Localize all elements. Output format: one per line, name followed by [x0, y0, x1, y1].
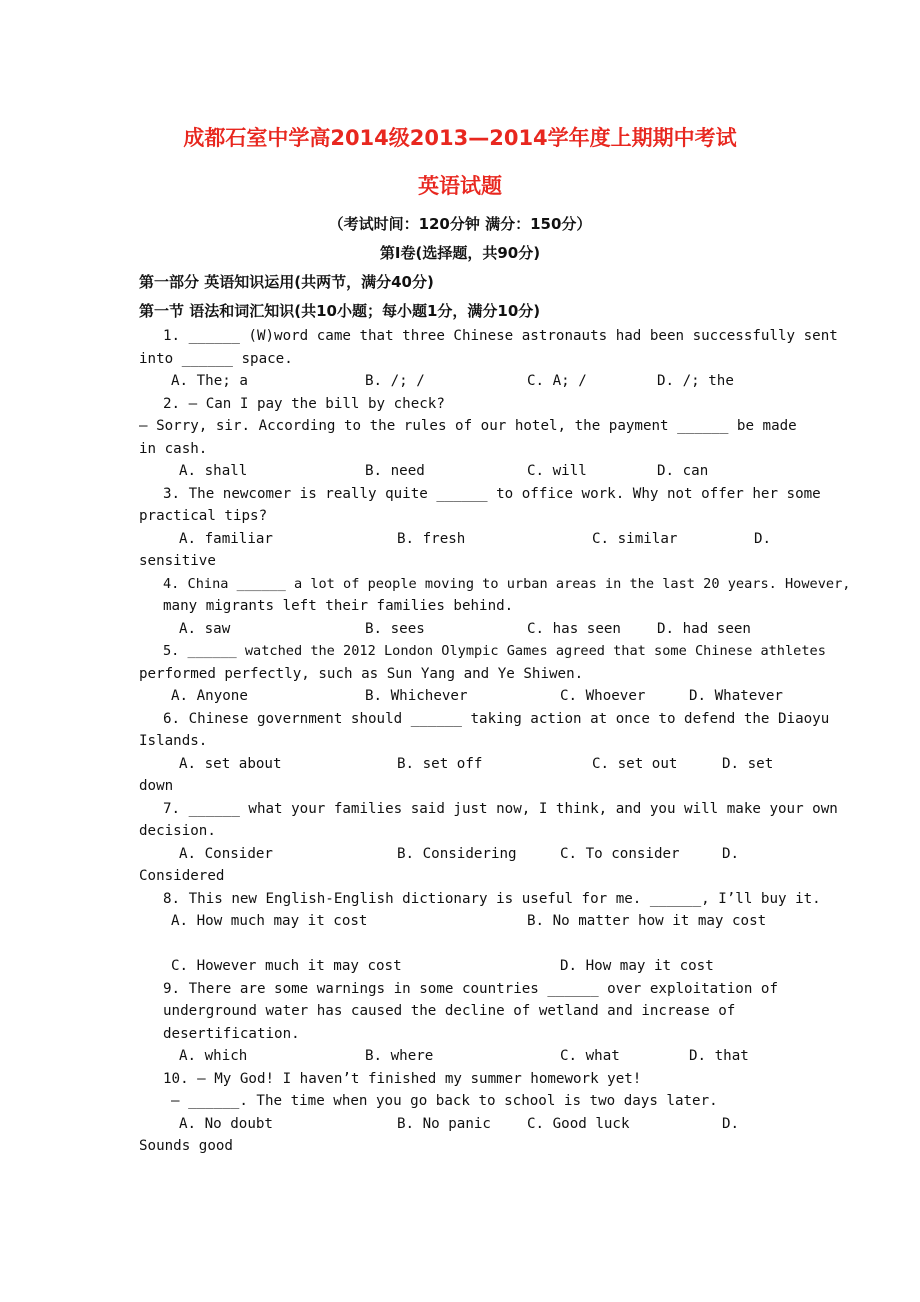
- question-2-option-c: C. will: [527, 463, 587, 479]
- question-6-option-a: A. set about: [179, 756, 282, 772]
- question-10-option-a: A. No doubt: [179, 1116, 273, 1132]
- question-8-option-c: C. However much it may cost: [171, 958, 402, 974]
- question-3-option-c: C. similar: [592, 531, 678, 547]
- question-8-option-b: B. No matter how it may cost: [527, 913, 767, 929]
- question-5-option-d: D. Whatever: [689, 688, 783, 704]
- question-8-option-d: D. How may it cost: [560, 958, 714, 974]
- question-9-line-2: underground water has caused the decline of wetland and increase of: [163, 1003, 736, 1019]
- question-3-option-d: D.: [754, 531, 772, 547]
- question-9-option-b: B. where: [365, 1048, 434, 1064]
- question-3-line-2: practical tips?: [139, 508, 268, 524]
- question-5-line-1: 5. ______ watched the 2012 London Olympic Games agreed that some Chinese athletes: [163, 643, 826, 659]
- question-2-option-d: D. can: [657, 463, 709, 479]
- question-7-option-c: C. To consider: [560, 846, 680, 862]
- question-10-line-1: 10. — My God! I haven’t finished my summer homework yet!: [163, 1071, 642, 1087]
- question-9-line-1: 9. There are some warnings in some countries ______ over exploitation of: [163, 981, 778, 997]
- question-1-option-a: A. The; a: [171, 373, 248, 389]
- question-6-option-c: C. set out: [592, 756, 678, 772]
- question-8-line-1: 8. This new English-English dictionary is useful for me. ______, I’ll buy it.: [163, 891, 821, 907]
- question-1-line-1: 1. ______ (W)word came that three Chinese astronauts had been successfully sent: [163, 328, 838, 344]
- question-3-option-d-text: sensitive: [139, 553, 216, 569]
- question-1-option-b: B. /; /: [365, 373, 425, 389]
- question-6-line-2: Islands.: [139, 733, 208, 749]
- question-4-option-c: C. has seen: [527, 621, 621, 637]
- question-7-line-1: 7. ______ what your families said just now, I think, and you will make your own: [163, 801, 838, 817]
- question-2-line-2: — Sorry, sir. According to the rules of our hotel, the payment ______ be made: [139, 418, 797, 434]
- question-4-option-b: B. sees: [365, 621, 425, 637]
- question-3-line-1: 3. The newcomer is really quite ______ to office work. Why not offer her some: [163, 486, 821, 502]
- question-4-line-1: 4. China ______ a lot of people moving to urban areas in the last 20 years. However,: [163, 576, 851, 592]
- question-10-option-d-text: Sounds good: [139, 1138, 233, 1154]
- question-10-option-c: C. Good luck: [527, 1116, 630, 1132]
- question-3-option-a: A. familiar: [179, 531, 273, 547]
- question-1-option-c: C. A; /: [527, 373, 587, 389]
- question-4-option-d: D. had seen: [657, 621, 751, 637]
- question-6-option-d: D. set: [722, 756, 774, 772]
- question-2-option-b: B. need: [365, 463, 425, 479]
- question-10-option-b: B. No panic: [397, 1116, 491, 1132]
- question-9-option-a: A. which: [179, 1048, 248, 1064]
- question-9-line-3: desertification.: [163, 1026, 300, 1042]
- question-2-line-1: 2. — Can I pay the bill by check?: [163, 396, 445, 412]
- question-8-option-a: A. How much may it cost: [171, 913, 368, 929]
- part-heading: 第一部分 英语知识运用(共两节，满分40分): [139, 273, 434, 291]
- question-7-line-2: decision.: [139, 823, 216, 839]
- exam-info: （考试时间：120分钟 满分：150分）: [328, 215, 592, 233]
- exam-subtitle: 英语试题: [418, 174, 502, 198]
- question-7-option-a: A. Consider: [179, 846, 273, 862]
- question-1-option-d: D. /; the: [657, 373, 734, 389]
- question-6-option-b: B. set off: [397, 756, 483, 772]
- question-5-option-a: A. Anyone: [171, 688, 248, 704]
- volume-heading: 第Ⅰ卷(选择题，共90分): [379, 244, 541, 262]
- question-5-line-2: performed perfectly, such as Sun Yang and Ye Shiwen.: [139, 666, 584, 682]
- question-9-option-d: D. that: [689, 1048, 749, 1064]
- question-1-line-2: into ______ space.: [139, 351, 293, 367]
- question-7-option-d-text: Considered: [139, 868, 225, 884]
- question-7-option-d: D.: [722, 846, 740, 862]
- question-4-line-2: many migrants left their families behind.: [163, 598, 514, 614]
- question-7-option-b: B. Considering: [397, 846, 517, 862]
- question-4-option-a: A. saw: [179, 621, 231, 637]
- question-2-option-a: A. shall: [179, 463, 248, 479]
- question-10-line-2: — ______. The time when you go back to school is two days later.: [171, 1093, 718, 1109]
- question-2-line-3: in cash.: [139, 441, 208, 457]
- section-heading: 第一节 语法和词汇知识(共10小题；每小题1分，满分10分): [139, 302, 541, 320]
- question-3-option-b: B. fresh: [397, 531, 466, 547]
- question-9-option-c: C. what: [560, 1048, 620, 1064]
- exam-title: 成都石室中学高2014级2013—2014学年度上期期中考试: [183, 126, 737, 150]
- question-10-option-d: D.: [722, 1116, 740, 1132]
- question-5-option-b: B. Whichever: [365, 688, 468, 704]
- question-5-option-c: C. Whoever: [560, 688, 646, 704]
- question-6-line-1: 6. Chinese government should ______ taking action at once to defend the Diaoyu: [163, 711, 830, 727]
- question-6-option-d-text: down: [139, 778, 174, 794]
